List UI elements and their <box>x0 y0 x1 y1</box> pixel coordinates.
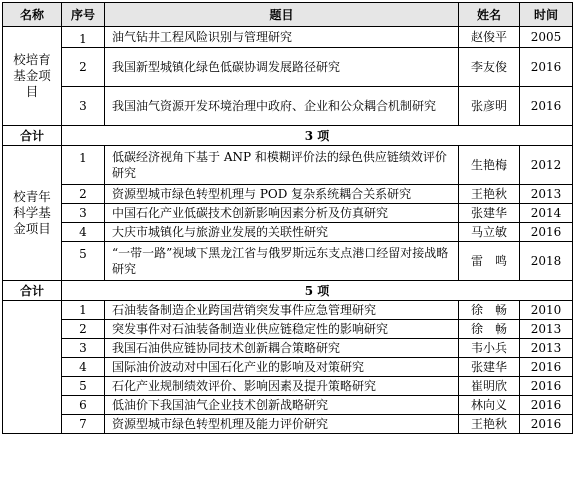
row-name: 徐 畅 <box>459 301 520 320</box>
row-year: 2018 <box>520 242 573 281</box>
row-title: 低碳经济视角下基于 ANP 和模糊评价法的绿色供应链绩效评价研究 <box>105 146 459 185</box>
table-row <box>3 204 573 223</box>
row-title: 我国石油供应链协同技术创新耦合策略研究 <box>105 339 459 358</box>
row-name: 李友俊 <box>459 48 520 87</box>
total-row <box>3 281 573 301</box>
row-title: 油气钻井工程风险识别与管理研究 <box>105 27 459 48</box>
row-name: 张彦明 <box>459 87 520 126</box>
row-year: 2005 <box>520 27 573 48</box>
row-no: 2 <box>62 320 105 339</box>
row-name: 张建华 <box>459 358 520 377</box>
table-row <box>3 48 573 87</box>
row-year: 2013 <box>520 185 573 204</box>
row-title: 我国新型城镇化绿色低碳协调发展路径研究 <box>105 48 459 87</box>
row-year: 2016 <box>520 358 573 377</box>
row-year: 2016 <box>520 87 573 126</box>
row-year: 2010 <box>520 301 573 320</box>
row-name: 生艳梅 <box>459 146 520 185</box>
row-year: 2016 <box>520 223 573 242</box>
table-row <box>3 377 573 396</box>
row-no: 2 <box>62 185 105 204</box>
row-title: 国际油价波动对中国石化产业的影响及对策研究 <box>105 358 459 377</box>
row-no: 1 <box>62 301 105 320</box>
category-cell <box>3 27 62 126</box>
row-name: 林向义 <box>459 396 520 415</box>
row-no: 3 <box>62 204 105 223</box>
row-no: 5 <box>62 242 105 281</box>
row-title: 中国石化产业低碳技术创新影响因素分析及仿真研究 <box>105 204 459 223</box>
header-category: 名称 <box>3 3 62 27</box>
row-title: “一带一路”视域下黑龙江省与俄罗斯远东支点港口经留对接战略研究 <box>105 242 459 281</box>
header-no: 序号 <box>62 3 105 27</box>
row-title: 资源型城市绿色转型机理与 POD 复杂系统耦合关系研究 <box>105 185 459 204</box>
row-no: 1 <box>62 146 105 185</box>
total-label: 合计 <box>3 281 62 301</box>
row-name: 王艳秋 <box>459 185 520 204</box>
table-row <box>3 320 573 339</box>
row-title: 突发事件对石油装备制造业供应链稳定性的影响研究 <box>105 320 459 339</box>
row-name: 雷 鸣 <box>459 242 520 281</box>
row-no: 5 <box>62 377 105 396</box>
total-value: 5 项 <box>62 281 573 301</box>
table-row <box>3 339 573 358</box>
total-value: 3 项 <box>62 126 573 146</box>
table-row <box>3 27 573 48</box>
row-year: 2012 <box>520 146 573 185</box>
row-no: 4 <box>62 358 105 377</box>
header-row <box>3 3 573 27</box>
project-table <box>2 2 573 434</box>
row-year: 2014 <box>520 204 573 223</box>
table-row <box>3 223 573 242</box>
row-no: 3 <box>62 87 105 126</box>
row-year: 2016 <box>520 396 573 415</box>
row-year: 2016 <box>520 377 573 396</box>
row-name: 张建华 <box>459 204 520 223</box>
row-name: 赵俊平 <box>459 27 520 48</box>
table-row <box>3 146 573 185</box>
row-year: 2016 <box>520 415 573 434</box>
row-year: 2013 <box>520 339 573 358</box>
row-title: 我国油气资源开发环境治理中政府、企业和公众耦合机制研究 <box>105 87 459 126</box>
table-row <box>3 242 573 281</box>
row-name: 王艳秋 <box>459 415 520 434</box>
table-row <box>3 301 573 320</box>
category-cell <box>3 146 62 281</box>
table-row <box>3 87 573 126</box>
row-no: 3 <box>62 339 105 358</box>
row-no: 6 <box>62 396 105 415</box>
row-name: 崔明欣 <box>459 377 520 396</box>
table-row <box>3 185 573 204</box>
row-title: 低油价下我国油气企业技术创新战略研究 <box>105 396 459 415</box>
table-row <box>3 396 573 415</box>
category-label: 校培育基金项目 <box>13 52 51 99</box>
table-row <box>3 415 573 434</box>
header-title: 题目 <box>105 3 459 27</box>
row-name: 韦小兵 <box>459 339 520 358</box>
row-name: 马立敏 <box>459 223 520 242</box>
header-year: 时间 <box>520 3 573 27</box>
category-cell <box>3 301 62 434</box>
row-name: 徐 畅 <box>459 320 520 339</box>
row-year: 2016 <box>520 48 573 87</box>
row-no: 2 <box>62 48 105 87</box>
row-no: 7 <box>62 415 105 434</box>
row-title: 石化产业规制绩效评价、影响因素及提升策略研究 <box>105 377 459 396</box>
category-label: 校青年科学基金项目 <box>13 189 51 236</box>
row-no: 4 <box>62 223 105 242</box>
row-title: 石油装备制造企业跨国营销突发事件应急管理研究 <box>105 301 459 320</box>
header-name: 姓名 <box>459 3 520 27</box>
total-label: 合计 <box>3 126 62 146</box>
row-title: 资源型城市绿色转型机理及能力评价研究 <box>105 415 459 434</box>
total-row <box>3 126 573 146</box>
row-title: 大庆市城镇化与旅游业发展的关联性研究 <box>105 223 459 242</box>
row-no: 1 <box>62 27 105 48</box>
table-row <box>3 358 573 377</box>
row-year: 2013 <box>520 320 573 339</box>
